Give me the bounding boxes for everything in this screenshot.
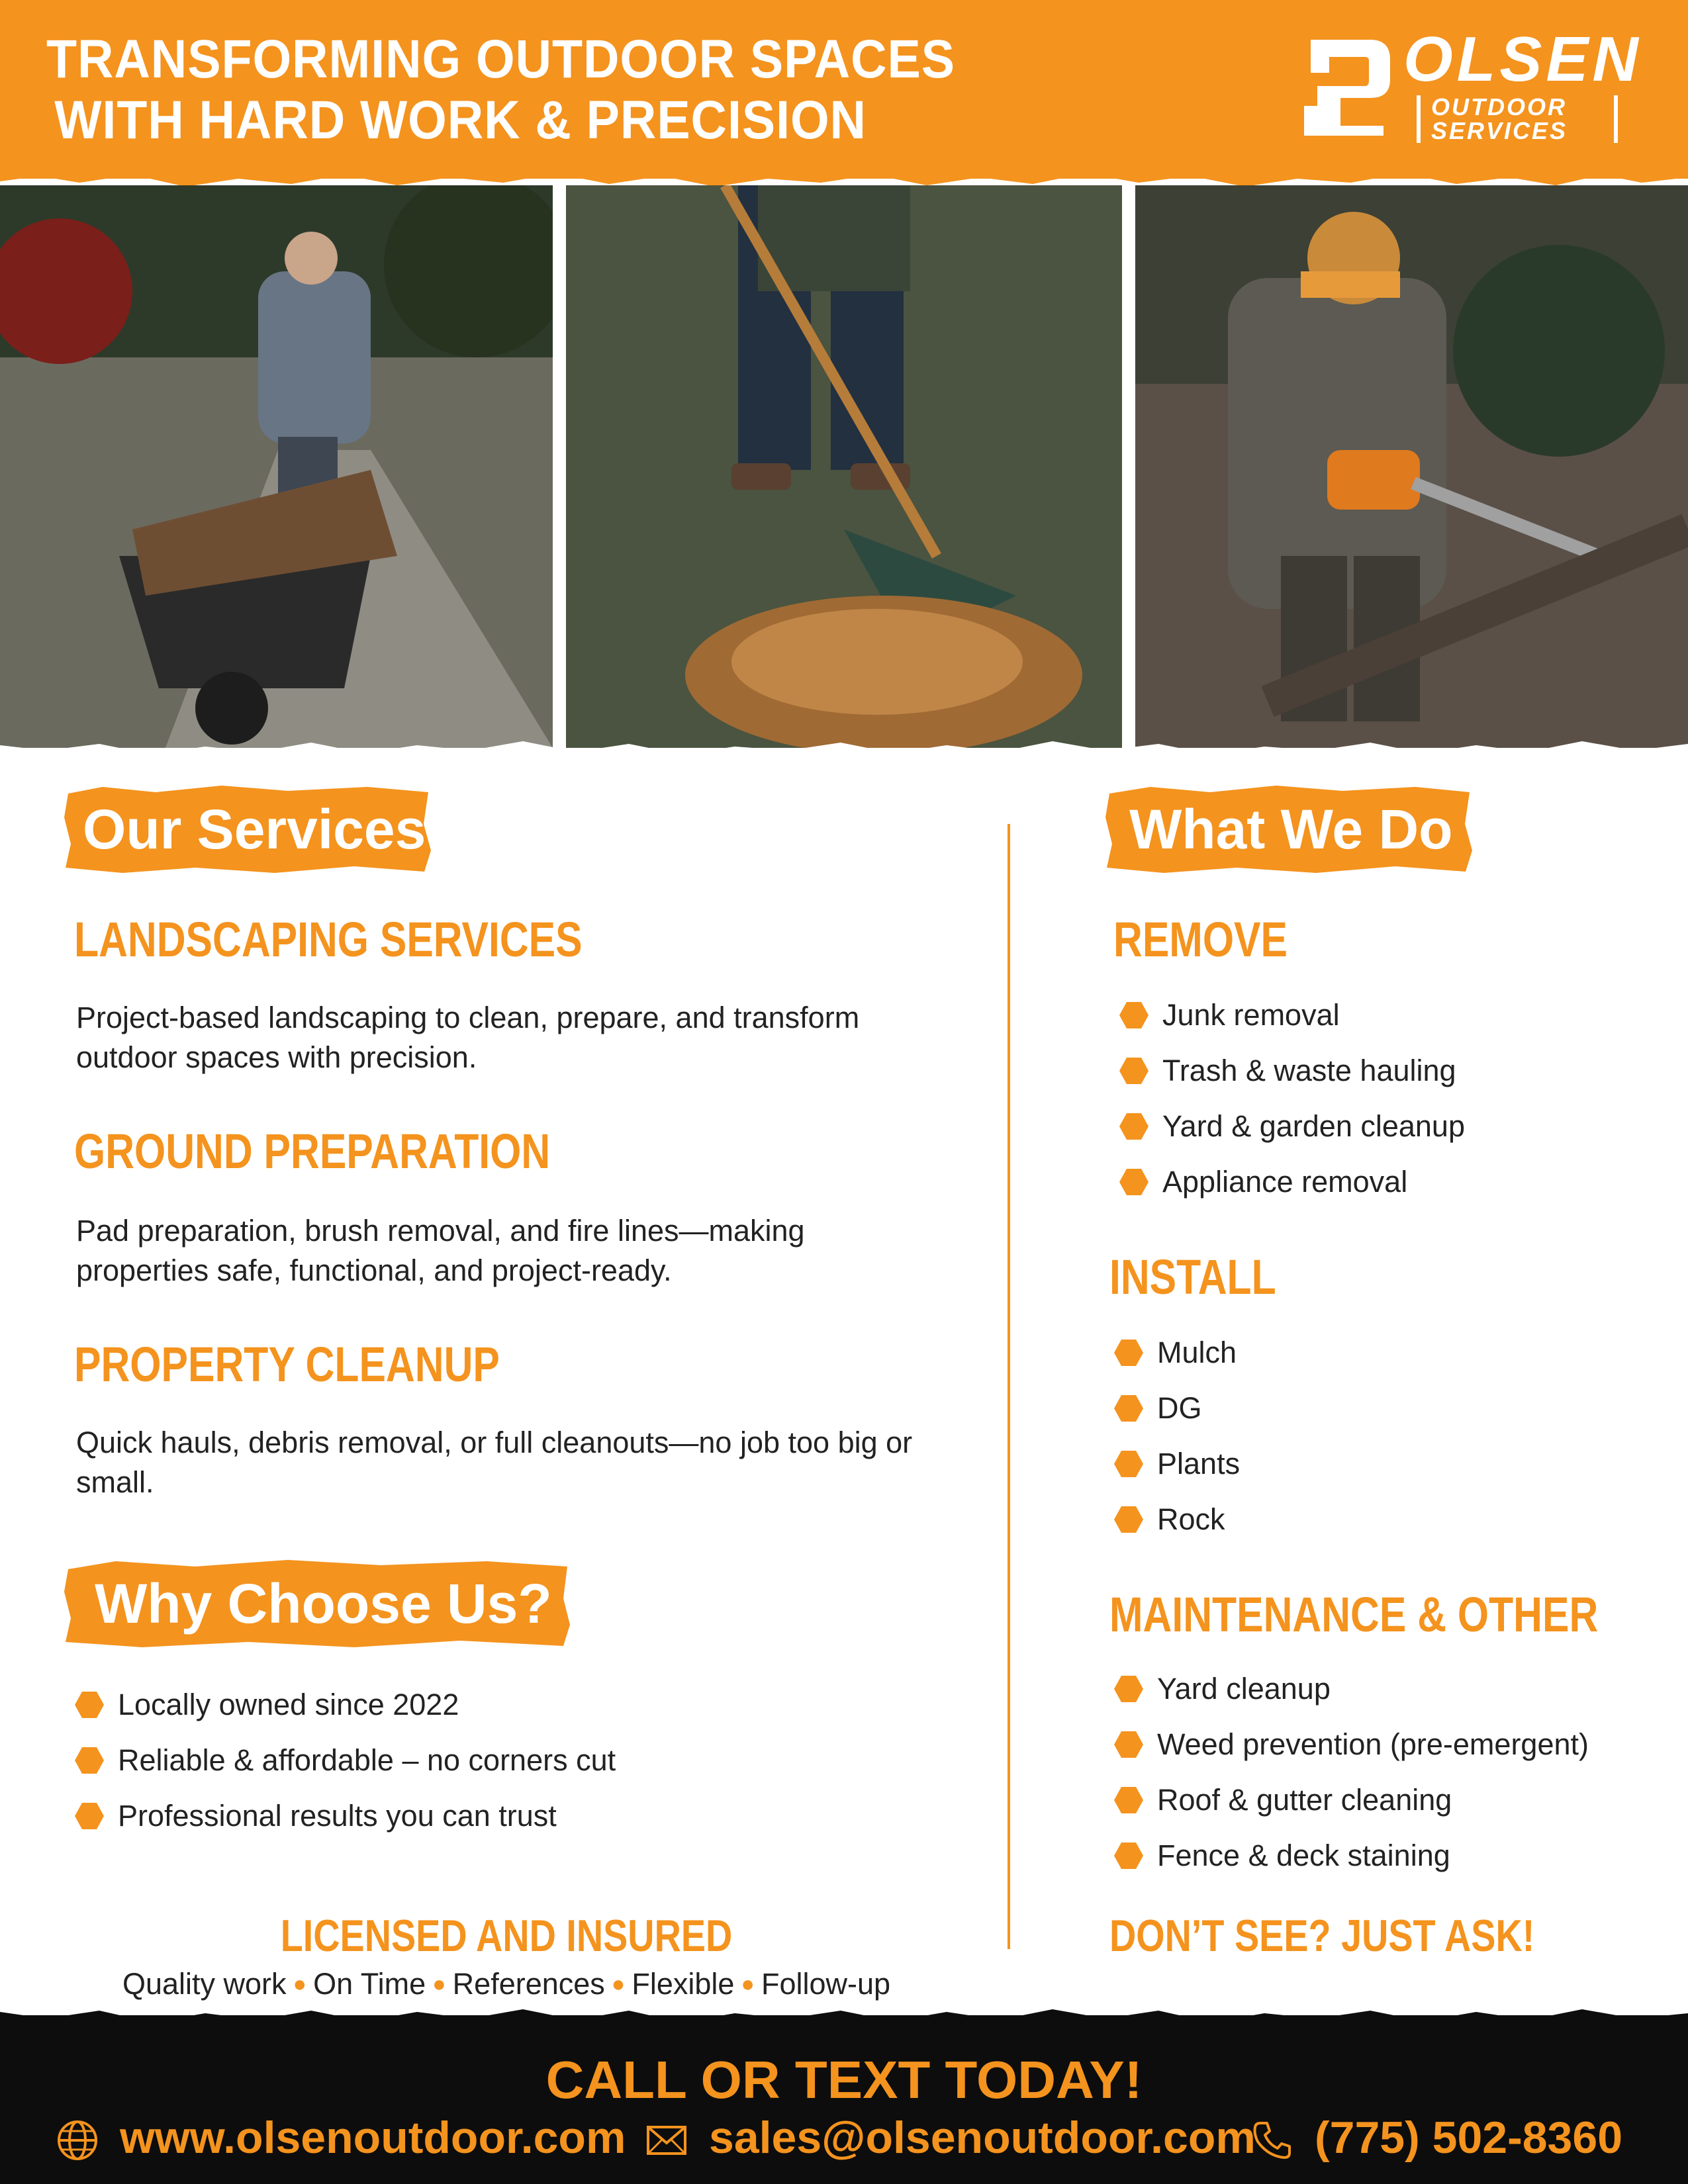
licensed-title: LICENSED AND INSURED: [280, 1911, 733, 1961]
list-item: Yard & garden cleanup: [1119, 1099, 1465, 1154]
group-title-install: INSTALL: [1109, 1250, 1276, 1304]
service-title-cleanup: PROPERTY CLEANUP: [74, 1337, 500, 1392]
list-item: Weed prevention (pre-emergent): [1113, 1717, 1589, 1772]
header-title: [46, 29, 955, 151]
hexagon-bullet-icon: [74, 1745, 105, 1776]
list-item: Locally owned since 2022: [74, 1677, 616, 1733]
hexagon-bullet-icon: [74, 1690, 105, 1720]
hexagon-bullet-icon: [1113, 1841, 1144, 1871]
hexagon-bullet-icon: [1113, 1674, 1144, 1704]
website-text: www.olsenoutdoor.com: [120, 2113, 626, 2163]
whatwedo-heading-tag: [1104, 784, 1475, 874]
phone-link[interactable]: [1251, 2111, 1662, 2164]
group-title-maintenance: MAINTENANCE & OTHER: [1109, 1587, 1599, 1642]
logo-sub-line2: SERVICES: [1431, 117, 1568, 144]
maintenance-list: [1113, 1661, 1589, 1884]
services-heading: Our Services: [83, 798, 426, 860]
why-heading: Why Choose Us?: [95, 1572, 552, 1635]
list-item: Appliance removal: [1119, 1154, 1465, 1210]
list-item: Roof & gutter cleaning: [1113, 1772, 1589, 1828]
hexagon-bullet-icon: [1119, 1000, 1149, 1030]
header-title-line2: WITH HARD WORK & PRECISION: [54, 90, 867, 150]
list-item: DG: [1113, 1381, 1240, 1436]
hexagon-bullet-icon: [1113, 1449, 1144, 1479]
chainsaw-worker-photo-icon: [1135, 185, 1688, 748]
torn-edge-footer: [0, 2004, 1688, 2028]
hexagon-bullet-icon: [1119, 1056, 1149, 1086]
service-desc-landscaping: Project-based landscaping to clean, prepare, and transform outdoor spaces with precision.: [76, 1001, 860, 1074]
hexagon-bullet-icon: [1113, 1393, 1144, 1424]
torn-edge-photos: [0, 735, 1688, 761]
install-list: [1113, 1325, 1240, 1547]
list-item: Reliable & affordable – no corners cut: [74, 1733, 616, 1788]
list-item: Trash & waste hauling: [1119, 1043, 1465, 1099]
company-logo: [1291, 26, 1662, 146]
phone-text: (775) 502-8360: [1315, 2113, 1623, 2163]
logo-name: OLSEN: [1403, 24, 1642, 95]
photo-wheelbarrow: [0, 185, 553, 748]
hexagon-bullet-icon: [1113, 1729, 1144, 1760]
service-desc-cleanup: Quick hauls, debris removal, or full cleanouts—no job too big or small.: [76, 1426, 913, 1499]
call-to-action: CALL OR TEXT TODAY!: [545, 2050, 1143, 2109]
quality-points: Quality work ● On Time ● References ● Flexible ● Follow-up: [122, 1967, 891, 2001]
worker-wheelbarrow-photo-icon: [0, 185, 553, 748]
list-item: Fence & deck staining: [1113, 1828, 1589, 1884]
remove-list: [1119, 987, 1465, 1210]
globe-icon: [56, 2119, 99, 2161]
email-link[interactable]: [645, 2111, 1256, 2164]
service-desc-ground-prep: Pad preparation, brush removal, and fire lines—making properties safe, functional, and project-ready.: [76, 1214, 805, 1287]
raking-leaves-photo-icon: [566, 185, 1122, 748]
header-title-line1: TRANSFORMING OUTDOOR SPACES: [46, 29, 955, 89]
list-item: Mulch: [1113, 1325, 1240, 1381]
why-heading-tag: [63, 1559, 573, 1649]
group-title-remove: REMOVE: [1113, 912, 1288, 967]
service-title-landscaping: LANDSCAPING SERVICES: [74, 912, 583, 967]
column-divider: [1008, 824, 1010, 1949]
hexagon-bullet-icon: [1113, 1785, 1144, 1815]
phone-icon: [1251, 2119, 1293, 2161]
hexagon-bullet-icon: [1119, 1111, 1149, 1142]
service-title-ground-prep: GROUND PREPARATION: [74, 1124, 551, 1179]
list-item: Plants: [1113, 1436, 1240, 1492]
services-heading-tag: [63, 784, 434, 874]
list-item: Junk removal: [1119, 987, 1465, 1043]
hexagon-bullet-icon: [74, 1801, 105, 1831]
hexagon-bullet-icon: [1113, 1504, 1144, 1535]
email-text: sales@olsenoutdoor.com: [709, 2113, 1256, 2163]
dont-see-note: DON’T SEE? JUST ASK!: [1109, 1911, 1535, 1961]
logo-subtitle: [1417, 95, 1618, 143]
mail-icon: [645, 2119, 688, 2161]
website-link[interactable]: [56, 2111, 626, 2164]
hexagon-bullet-icon: [1119, 1167, 1149, 1197]
photo-raking: [566, 185, 1122, 748]
logo-sub-line1: OUTDOOR: [1431, 93, 1567, 120]
list-item: Yard cleanup: [1113, 1661, 1589, 1717]
why-list: [74, 1677, 616, 1844]
photo-chainsaw: [1135, 185, 1688, 748]
logo-monogram-icon: [1291, 26, 1403, 139]
hexagon-bullet-icon: [1113, 1338, 1144, 1368]
whatwedo-heading: What We Do: [1129, 798, 1453, 860]
list-item: Professional results you can trust: [74, 1788, 616, 1844]
list-item: Rock: [1113, 1492, 1240, 1547]
